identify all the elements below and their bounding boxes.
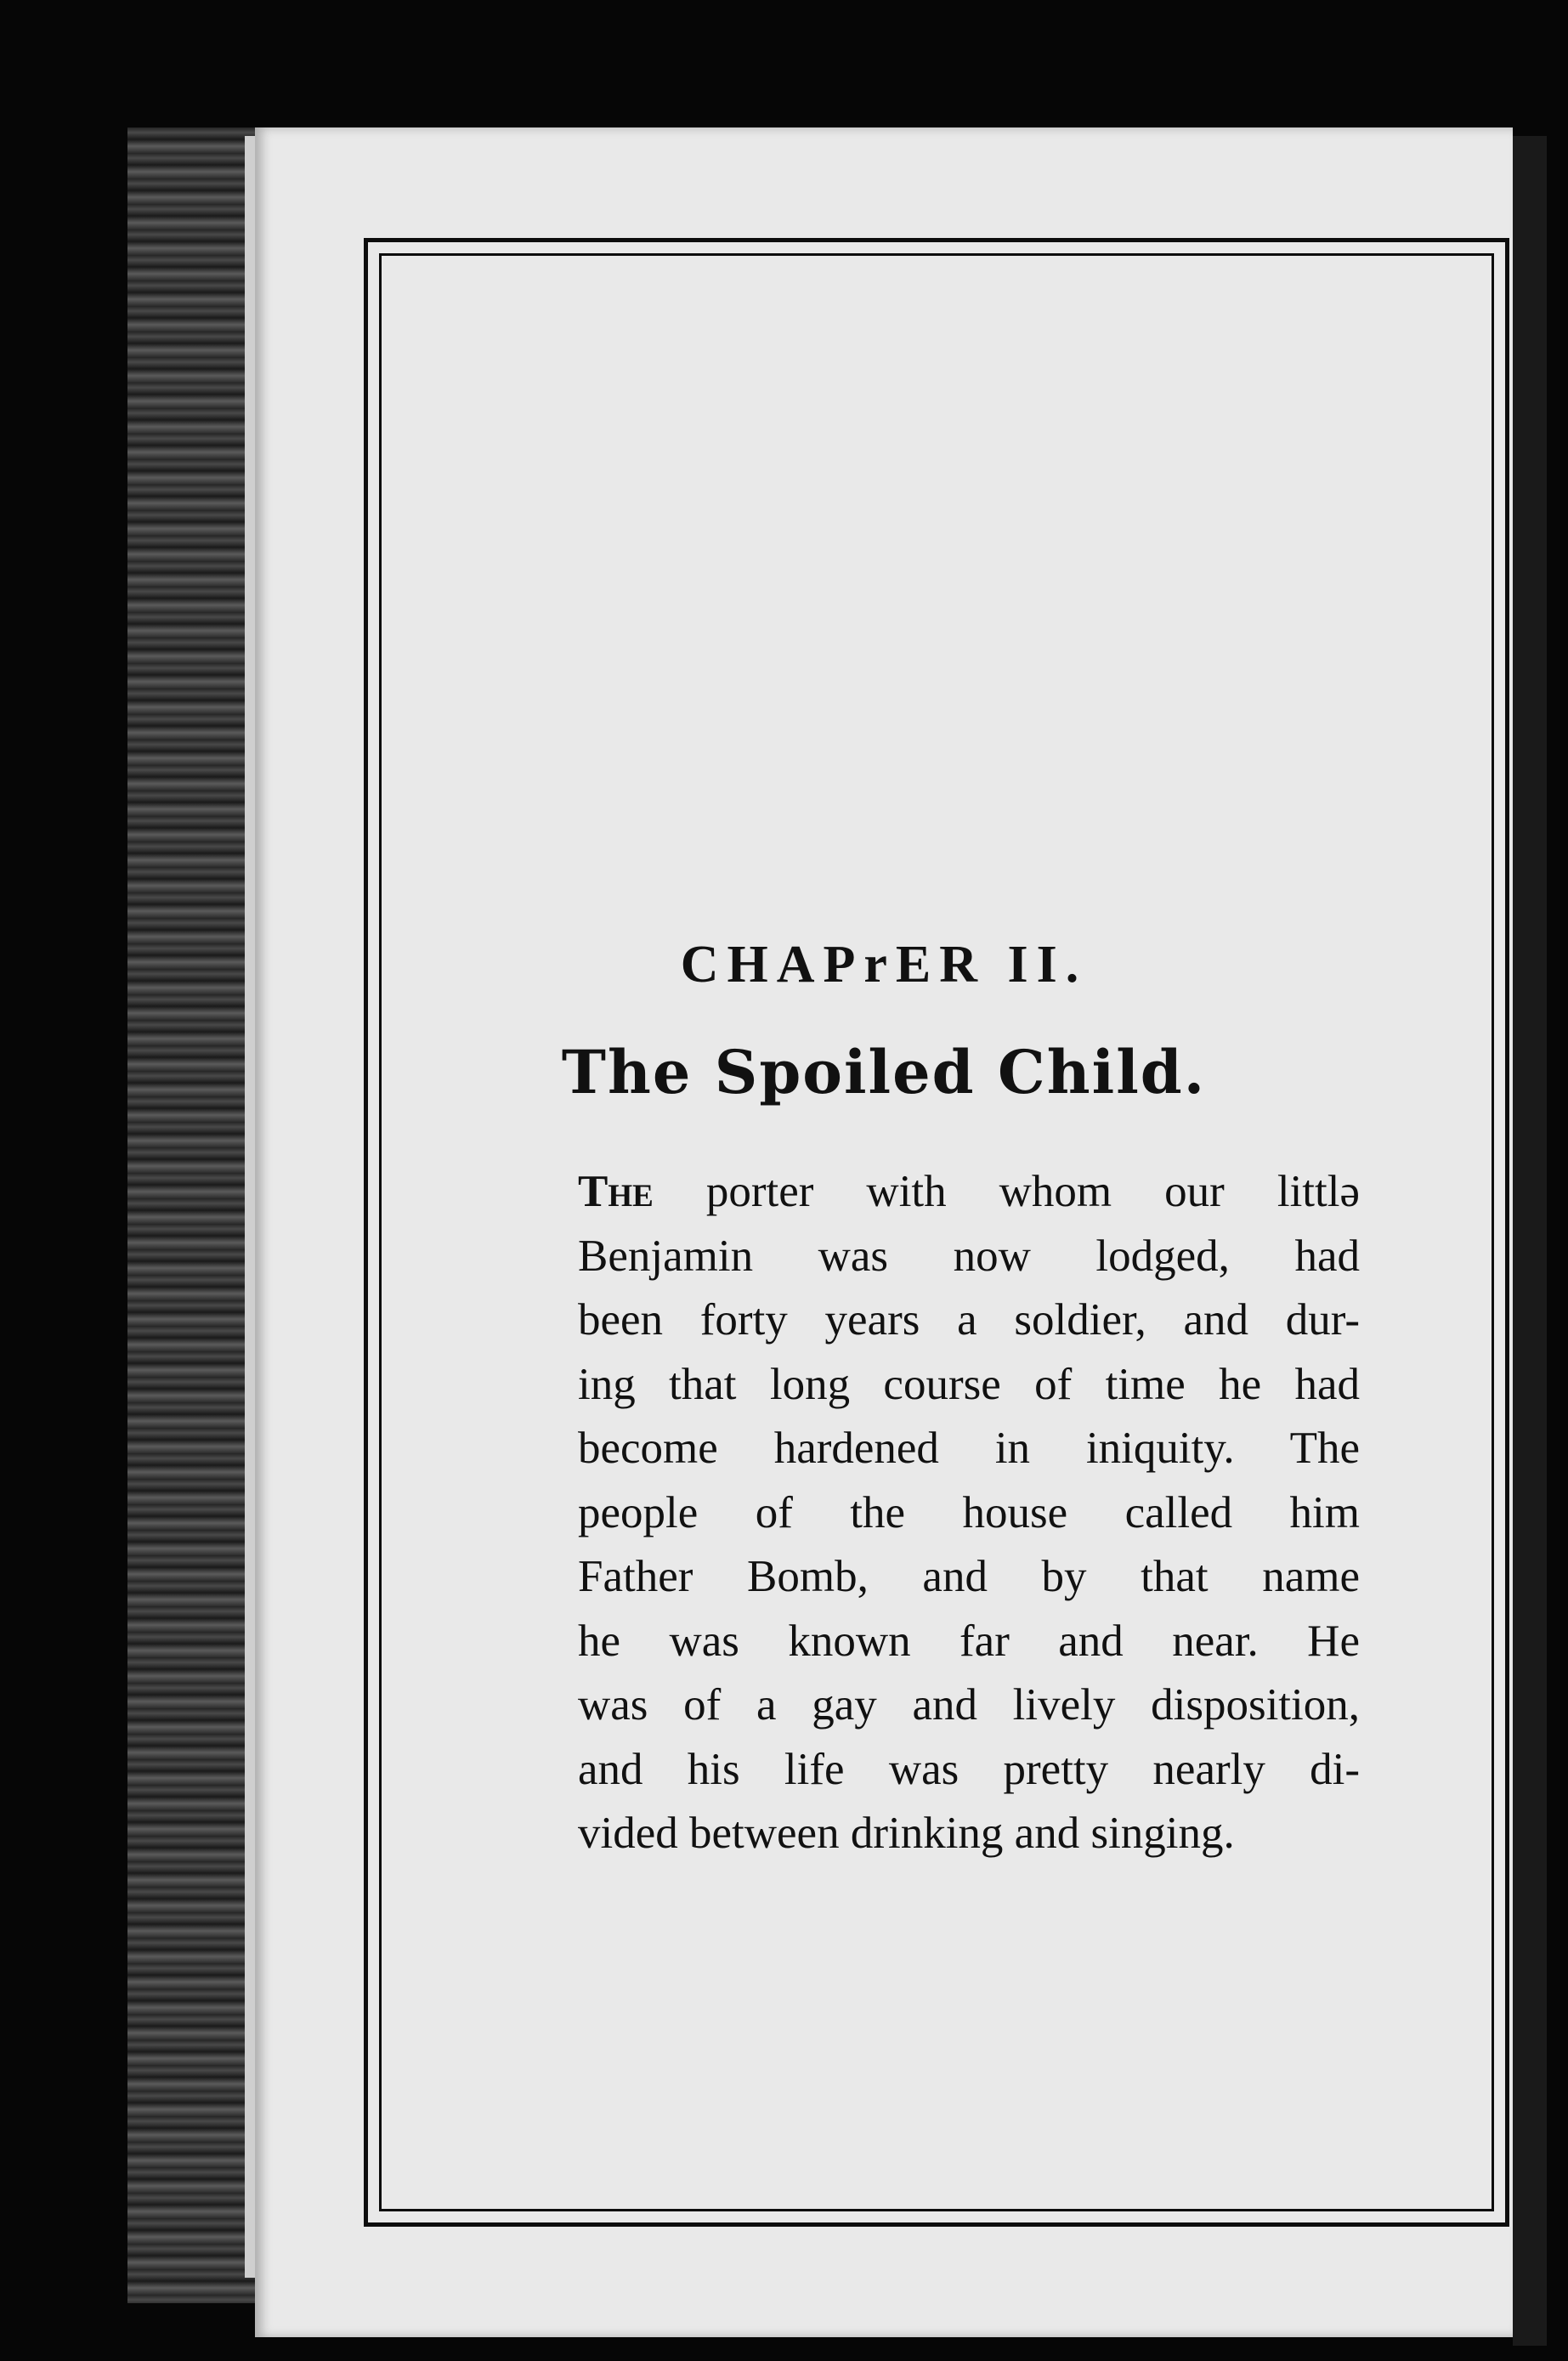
book-spine <box>127 127 255 2303</box>
chapter-heading: CHAPrER II. <box>680 936 1088 994</box>
first-word: The <box>578 1167 654 1216</box>
text-line: people of the house called him <box>578 1487 1360 1537</box>
text-line: he was known far and near. He <box>578 1616 1360 1666</box>
text-line: was of a gay and lively disposition, <box>578 1680 1360 1730</box>
text-line: Benjamin was now lodged, had <box>578 1231 1360 1281</box>
chapter-body <box>578 1160 1360 1866</box>
text-line: become hardened in iniquity. The <box>578 1424 1360 1473</box>
text-line-content: porter with whom our littlə <box>705 1167 1361 1216</box>
text-line <box>578 1160 1360 1225</box>
text-line: ing that long course of time he had <box>578 1359 1360 1409</box>
text-line: been forty years a soldier, and dur- <box>578 1295 1360 1345</box>
chapter-title: The Spoiled Child. <box>561 1037 1207 1107</box>
book-page <box>255 127 1513 2337</box>
text-line: Father Bomb, and by that name <box>578 1552 1360 1601</box>
text-line: vided between drinking and singing. <box>578 1809 1235 1858</box>
text-line: and his life was pretty nearly di- <box>578 1744 1360 1794</box>
right-page-edge <box>1513 136 1547 2346</box>
